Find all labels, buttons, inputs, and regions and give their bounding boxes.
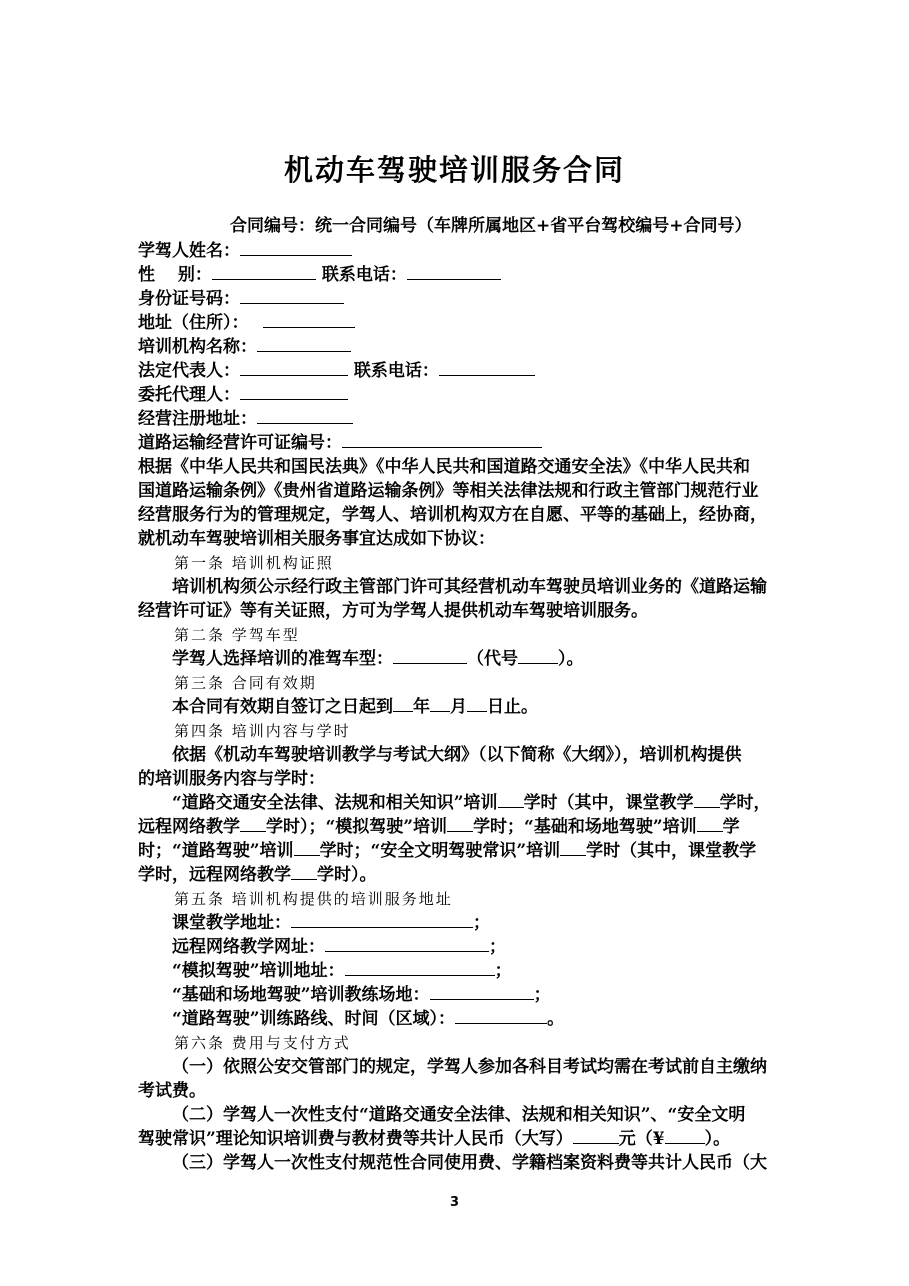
article-6-line-4: 驾驶常识”理论知识培训费与教材费等共计人民币（大写） 元（¥ ）。 [138, 1129, 731, 1149]
intro-line-3: 经营服务行为的管理规定，学驾人、培训机构双方在自愿、平等的基础上，经协商， [138, 505, 767, 525]
article-5-classroom-address: 课堂教学地址： ； [172, 913, 490, 933]
field-gender: 性 别： 联系电话： [138, 264, 501, 286]
article-3-heading: 第三条 合同有效期 [174, 674, 317, 692]
field-agent: 委托代理人： [138, 384, 348, 406]
article-4-line-1: 依据《机动车驾驶培训教学与考试大纲》（以下简称《大纲》），培训机构提供 [172, 745, 742, 765]
intro-line-1: 根据《中华人民共和国民法典》《中华人民共和国道路交通安全法》《中华人民共和 [138, 457, 750, 477]
field-student-name: 学驾人姓名： [138, 240, 352, 262]
field-id-number: 身份证号码： [138, 288, 344, 310]
article-4-line-2: 的培训服务内容与学时： [138, 769, 325, 789]
article-6-line-3: （二）学驾人一次性支付“道路交通安全法律、法规和相关知识”、“安全文明 [172, 1105, 746, 1125]
page-number: 3 [449, 1195, 460, 1210]
article-5-road-route: “道路驾驶”训练路线、时间（区域）： 。 [172, 1009, 565, 1029]
field-legal-rep: 法定代表人： 联系电话： [138, 360, 535, 382]
article-3-line: 本合同有效期自签订之日起到 年 月 日止。 [172, 697, 538, 717]
field-address: 地址（住所）： [138, 312, 355, 334]
article-6-line-1: （一）依照公安交管部门的规定，学驾人参加各科目考试均需在考试前自主缴纳 [172, 1057, 767, 1077]
article-1-line-2: 经营许可证》等有关证照，方可为学驾人提供机动车驾驶培训服务。 [138, 601, 648, 621]
article-5-simulator-address: “模拟驾驶”培训地址： ； [172, 961, 512, 981]
field-registered-address: 经营注册地址： [138, 408, 353, 430]
article-4-line-4: 远程网络教学 学时）；“模拟驾驶”培训 学时；“基础和场地驾驶”培训 学 [138, 817, 740, 837]
intro-line-4: 就机动车驾驶培训相关服务事宜达成如下协议： [138, 529, 495, 549]
article-5-field-address: “基础和场地驾驶”培训教练场地： ； [172, 985, 551, 1005]
article-6-line-2: 考试费。 [138, 1081, 206, 1101]
intro-line-2: 国道路运输条例》《贵州省道路运输条例》等相关法律法规和行政主管部门规范行业 [138, 481, 759, 501]
article-4-line-6: 学时，远程网络教学 学时）。 [138, 865, 377, 885]
article-5-online-url: 远程网络教学网址： ； [172, 937, 506, 957]
article-6-line-5: （三）学驾人一次性支付规范性合同使用费、学籍档案资料费等共计人民币（大 [172, 1153, 767, 1173]
document-title: 机动车驾驶培训服务合同 [283, 153, 625, 187]
article-5-heading: 第五条 培训机构提供的培训服务地址 [174, 890, 453, 908]
field-license-number: 道路运输经营许可证编号： [138, 432, 542, 454]
contract-number: 合同编号：统一合同编号（车牌所属地区+省平台驾校编号+合同号） [230, 216, 752, 236]
article-4-heading: 第四条 培训内容与学时 [174, 722, 351, 740]
article-2-line: 学驾人选择培训的准驾车型： （代号 ）。 [172, 649, 584, 669]
article-6-heading: 第六条 费用与支付方式 [174, 1034, 351, 1052]
article-4-line-5: 时；“道路驾驶”培训 学时；“安全文明驾驶常识”培训 学时（其中，课堂教学 [138, 841, 757, 861]
article-1-line-1: 培训机构须公示经行政主管部门许可其经营机动车驾驶员培训业务的《道路运输 [172, 577, 767, 597]
article-1-heading: 第一条 培训机构证照 [174, 554, 334, 572]
field-org-name: 培训机构名称： [138, 336, 351, 358]
article-2-heading: 第二条 学驾车型 [174, 626, 300, 644]
article-4-line-3: “道路交通安全法律、法规和相关知识”培训 学时（其中，课堂教学 学时， [172, 793, 771, 813]
